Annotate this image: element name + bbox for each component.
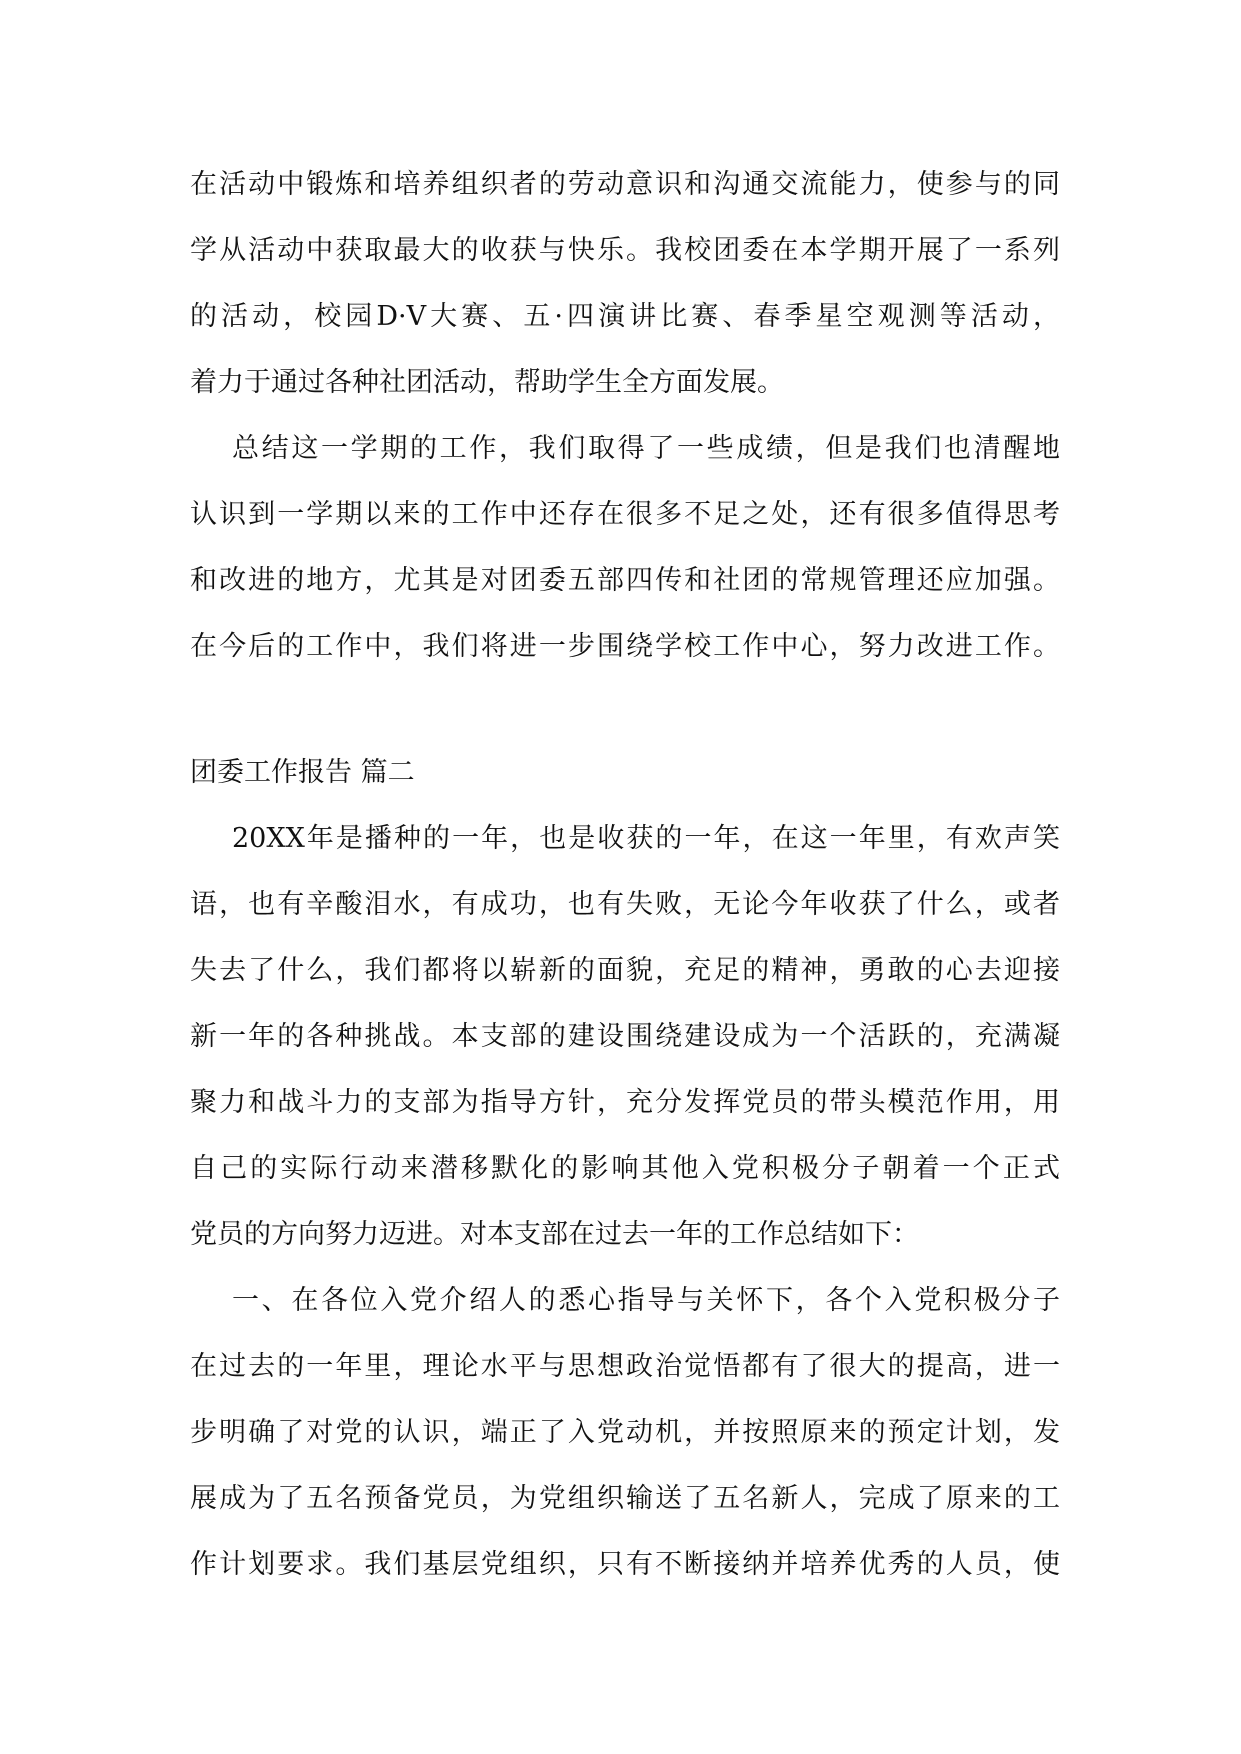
text-line: 在过去的一年里，理论水平与思想政治觉悟都有了很大的提高，进一 <box>190 1351 1060 1382</box>
text-line: 语，也有辛酸泪水，有成功，也有失败，无论今年收获了什么，或者 <box>190 889 1060 920</box>
text-line: 一、在各位入党介绍人的悉心指导与关怀下，各个入党积极分子 <box>232 1285 1060 1316</box>
text-line: 党员的方向努力迈进。对本支部在过去一年的工作总结如下： <box>190 1219 919 1250</box>
text-line: 着力于通过各种社团活动，帮助学生全方面发展。 <box>190 367 784 398</box>
text-line: 展成为了五名预备党员，为党组织输送了五名新人，完成了原来的工 <box>190 1483 1060 1514</box>
text-line: 聚力和战斗力的支部为指导方针，充分发挥党员的带头模范作用，用 <box>190 1087 1060 1118</box>
section-heading: 团委工作报告 篇二 <box>190 757 415 788</box>
text-line: 步明确了对党的认识，端正了入党动机，并按照原来的预定计划，发 <box>190 1417 1060 1448</box>
text-line: 和改进的地方，尤其是对团委五部四传和社团的常规管理还应加强。 <box>190 565 1060 596</box>
text-line: 学从活动中获取最大的收获与快乐。我校团委在本学期开展了一系列 <box>190 235 1060 266</box>
text-line: 自己的实际行动来潜移默化的影响其他入党积极分子朝着一个正式 <box>190 1153 1060 1184</box>
text-line: 的活动，校园D·V大赛、五·四演讲比赛、春季星空观测等活动， <box>190 301 1060 332</box>
text-line: 在今后的工作中，我们将进一步围绕学校工作中心，努力改进工作。 <box>190 631 1060 662</box>
text-line: 20XX年是播种的一年，也是收获的一年，在这一年里，有欢声笑 <box>232 823 1060 854</box>
text-line: 作计划要求。我们基层党组织，只有不断接纳并培养优秀的人员，使 <box>190 1549 1060 1580</box>
text-line: 认识到一学期以来的工作中还存在很多不足之处，还有很多值得思考 <box>190 499 1060 530</box>
text-line: 失去了什么，我们都将以崭新的面貌，充足的精神，勇敢的心去迎接 <box>190 955 1060 986</box>
text-line: 在活动中锻炼和培养组织者的劳动意识和沟通交流能力，使参与的同 <box>190 169 1060 200</box>
text-line: 总结这一学期的工作，我们取得了一些成绩，但是我们也清醒地 <box>232 433 1060 464</box>
text-line: 新一年的各种挑战。本支部的建设围绕建设成为一个活跃的，充满凝 <box>190 1021 1060 1052</box>
